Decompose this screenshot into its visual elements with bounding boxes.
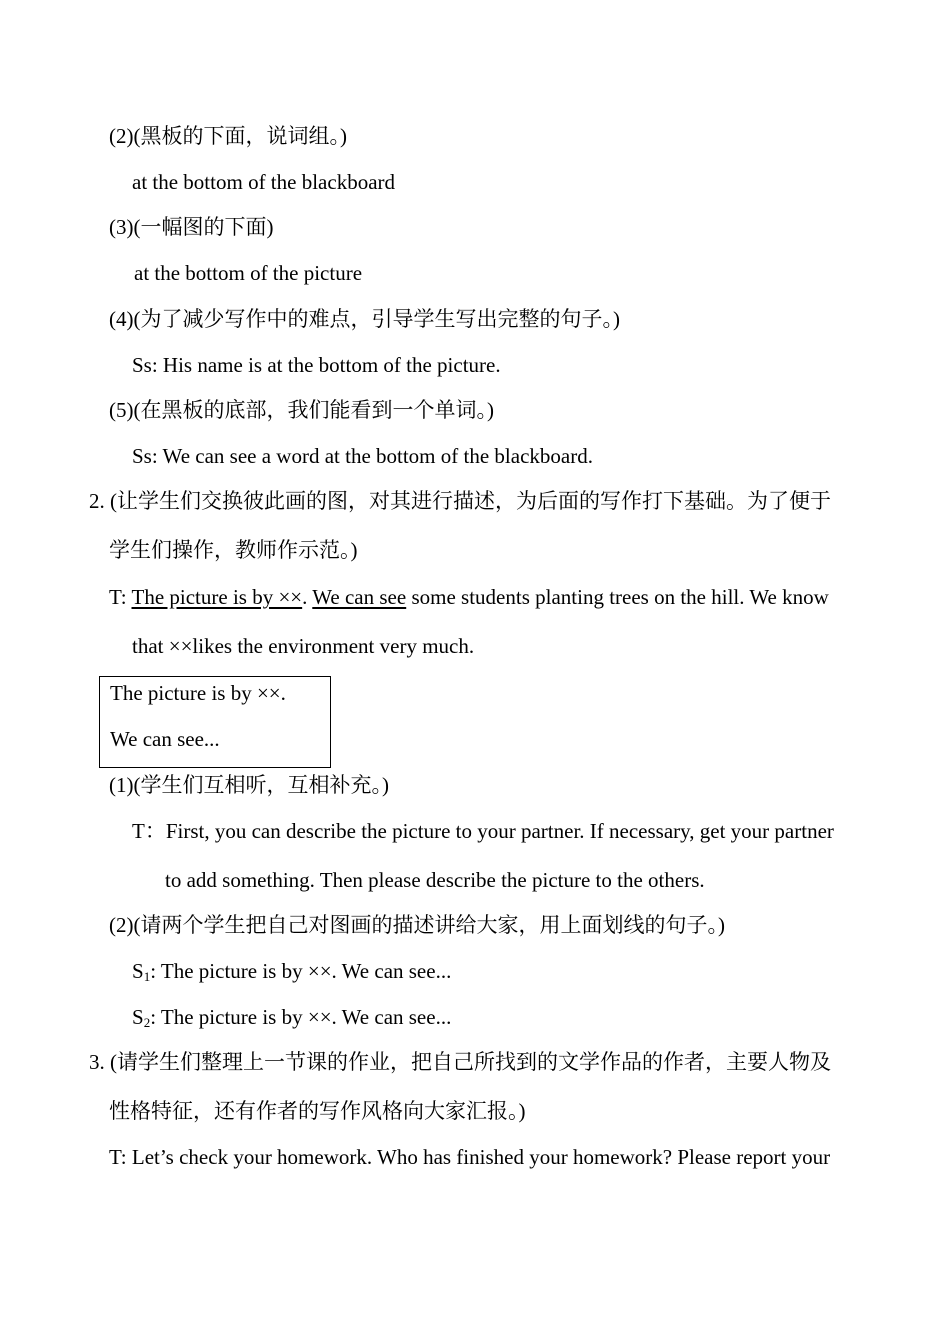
separator: . [302,585,313,609]
frame-line-2: We can see... [110,727,220,751]
teacher-homework-line: T: Let’s check your homework. Who has finished your homework? Please report your [109,1145,831,1169]
frame-line-1: The picture is by ××. [110,681,286,705]
step-4-instruction-cont: 性格特征，还有作者的写作风格向大家汇报。) [109,1099,526,1123]
step-3-2-note: (2)(请两个学生把自己对图画的描述讲给大家，用上面划线的句子。) [109,913,725,937]
step-2-3-note: (3)(一幅图的下面) [109,215,274,239]
sentence-his-name: Ss: His name is at the bottom of the picture. [132,353,501,377]
underlined-phrase-picture-by: The picture is by ×× [131,585,303,609]
step-3-instruction-cont: 学生们操作，教师作示范。) [109,538,358,562]
step-2-5-note: (5)(在黑板的底部，我们能看到一个单词。) [109,398,494,422]
teacher-instruction: T：First, you can describe the picture to your partner. If necessary, get your partner [132,819,834,843]
student-label: S [132,959,144,983]
phrase-bottom-picture: at the bottom of the picture [134,261,363,285]
student-number: 1 [143,969,151,984]
phrase-bottom-blackboard: at the bottom of the blackboard [132,170,396,194]
student-2-sentence: : The picture is by ××. We can see... [150,1005,452,1029]
student-1-line [132,957,451,985]
step-3-instruction: 2. (让学生们交换彼此画的图，对其进行描述，为后面的写作打下基础。为了便于 [89,489,831,513]
student-1-sentence: : The picture is by ××. We can see... [150,959,452,983]
teacher-example-line [109,583,829,611]
step-2-4-note: (4)(为了减少写作中的难点，引导学生写出完整的句子。) [109,307,620,331]
step-4-instruction: 3. (请学生们整理上一节课的作业，把自己所找到的文学作品的作者，主要人物及 [89,1050,831,1074]
student-label: S [132,1005,144,1029]
step-2-2-note: (2)(黑板的下面，说词组。) [109,124,347,148]
student-2-line [132,1003,451,1031]
underlined-phrase-we-can-see: We can see [312,585,407,609]
student-number: 2 [143,1015,151,1030]
teacher-label: T: [109,585,132,609]
teacher-example-rest: some students planting trees on the hill. We know [406,585,829,609]
teacher-instruction-cont: to add something. Then please describe the picture to the others. [165,868,705,892]
teacher-example-cont: that ××likes the environment very much. [132,634,475,658]
step-3-1-note: (1)(学生们互相听，互相补充。) [109,773,389,797]
sentence-we-can-see-word: Ss: We can see a word at the bottom of the blackboard. [132,444,593,468]
